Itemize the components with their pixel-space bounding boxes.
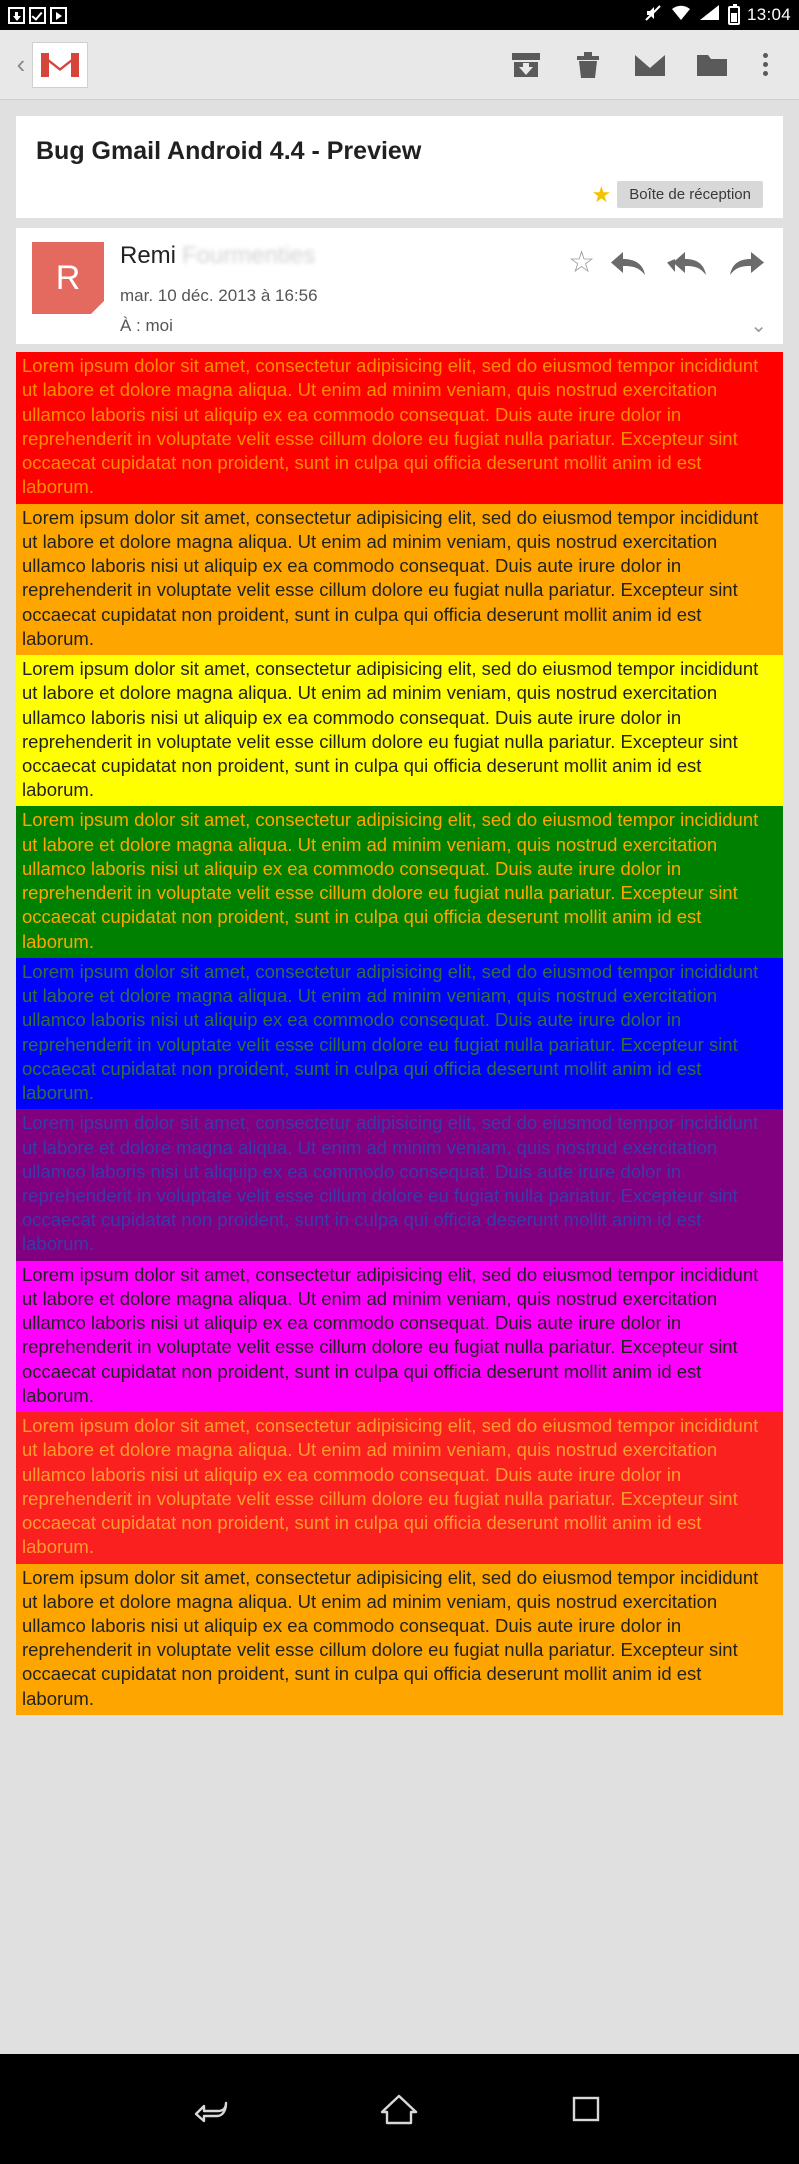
sender-name: Remi bbox=[120, 242, 177, 270]
gmail-logo-icon[interactable] bbox=[32, 42, 88, 88]
play-icon bbox=[50, 7, 67, 24]
page-title: Bug Gmail Android 4.4 - Preview bbox=[36, 137, 422, 165]
overflow-dot bbox=[763, 71, 768, 76]
message-meta bbox=[104, 242, 568, 336]
overflow-dot bbox=[763, 62, 768, 67]
reply-all-icon[interactable] bbox=[663, 248, 709, 278]
subject-card bbox=[16, 116, 783, 218]
status-bar-system-icons bbox=[643, 3, 791, 27]
body-paragraph: Lorem ipsum dolor sit amet, consectetur adipisicing elit, sed do eiusmod tempor incididunt ut labore et dolore magna aliqua. Ut enim ad minim veniam, quis nostrud exercitation ullamco laboris nisi ut aliquip ex ea commodo consequat. Duis aute irure dolor in reprehenderit in voluptate velit esse cillum dolore eu fugiat nulla pariatur. Excepteur sint occaecat cupidatat non proident, sunt in culpa qui officia deserunt mollit anim id est laborum. bbox=[16, 958, 783, 1109]
signal-icon bbox=[699, 4, 721, 26]
wifi-icon bbox=[670, 4, 692, 26]
delete-icon[interactable] bbox=[557, 36, 619, 94]
message-date: mar. 10 déc. 2013 à 16:56 bbox=[120, 286, 318, 306]
message-recipient[interactable]: À : moi bbox=[120, 316, 173, 336]
reply-icon[interactable] bbox=[609, 248, 649, 278]
body-paragraph: Lorem ipsum dolor sit amet, consectetur adipisicing elit, sed do eiusmod tempor incididunt ut labore et dolore magna aliqua. Ut enim ad minim veniam, quis nostrud exercitation ullamco laboris nisi ut aliquip ex ea commodo consequat. Duis aute irure dolor in reprehenderit in voluptate velit esse cillum dolore eu fugiat nulla pariatur. Excepteur sint occaecat cupidatat non proident, sunt in culpa qui officia deserunt mollit anim id est laborum. bbox=[16, 655, 783, 806]
nav-home-icon[interactable] bbox=[364, 2074, 434, 2144]
battery-icon bbox=[728, 6, 740, 25]
avatar[interactable]: R bbox=[32, 242, 104, 314]
up-back-icon[interactable]: ‹ bbox=[16, 49, 26, 79]
sender-name-secondary: Fourmenties bbox=[182, 242, 316, 270]
nav-recents-icon[interactable] bbox=[551, 2074, 621, 2144]
folder-chip[interactable]: Boîte de réception bbox=[617, 181, 763, 208]
body-paragraph: Lorem ipsum dolor sit amet, consectetur adipisicing elit, sed do eiusmod tempor incididunt ut labore et dolore magna aliqua. Ut enim ad minim veniam, quis nostrud exercitation ullamco laboris nisi ut aliquip ex ea commodo consequat. Duis aute irure dolor in reprehenderit in voluptate velit esse cillum dolore eu fugiat nulla pariatur. Excepteur sint occaecat cupidatat non proident, sunt in culpa qui officia deserunt mollit anim id est laborum. bbox=[16, 1261, 783, 1412]
mute-icon bbox=[643, 3, 663, 27]
expand-details-icon[interactable]: ⌄ bbox=[750, 315, 767, 338]
starred-icon[interactable]: ★ bbox=[591, 181, 612, 207]
label-row bbox=[36, 181, 763, 208]
email-body bbox=[16, 352, 783, 1715]
checkbox-checked-icon bbox=[29, 7, 46, 24]
email-conversation-scroll[interactable] bbox=[0, 100, 799, 2054]
overflow-menu-icon[interactable] bbox=[743, 36, 787, 94]
archive-icon[interactable] bbox=[495, 36, 557, 94]
overflow-dot bbox=[763, 53, 768, 58]
status-bar bbox=[0, 0, 799, 30]
status-bar-clock: 13:04 bbox=[746, 5, 791, 24]
forward-icon[interactable] bbox=[723, 248, 767, 278]
mark-unread-icon[interactable] bbox=[619, 36, 681, 94]
body-paragraph: Lorem ipsum dolor sit amet, consectetur adipisicing elit, sed do eiusmod tempor incididunt ut labore et dolore magna aliqua. Ut enim ad minim veniam, quis nostrud exercitation ullamco laboris nisi ut aliquip ex ea commodo consequat. Duis aute irure dolor in reprehenderit in voluptate velit esse cillum dolore eu fugiat nulla pariatur. Excepteur sint occaecat cupidatat non proident, sunt in culpa qui officia deserunt mollit anim id est laborum. bbox=[16, 1564, 783, 1715]
message-header bbox=[32, 242, 767, 336]
message-header-card[interactable] bbox=[16, 228, 783, 344]
message-actions bbox=[568, 242, 767, 278]
navigation-bar bbox=[0, 2054, 799, 2164]
download-icon bbox=[8, 7, 25, 24]
action-bar bbox=[0, 30, 799, 100]
body-paragraph: Lorem ipsum dolor sit amet, consectetur adipisicing elit, sed do eiusmod tempor incididunt ut labore et dolore magna aliqua. Ut enim ad minim veniam, quis nostrud exercitation ullamco laboris nisi ut aliquip ex ea commodo consequat. Duis aute irure dolor in reprehenderit in voluptate velit esse cillum dolore eu fugiat nulla pariatur. Excepteur sint occaecat cupidatat non proident, sunt in culpa qui officia deserunt mollit anim id est laborum. bbox=[16, 352, 783, 503]
body-paragraph: Lorem ipsum dolor sit amet, consectetur adipisicing elit, sed do eiusmod tempor incididunt ut labore et dolore magna aliqua. Ut enim ad minim veniam, quis nostrud exercitation ullamco laboris nisi ut aliquip ex ea commodo consequat. Duis aute irure dolor in reprehenderit in voluptate velit esse cillum dolore eu fugiat nulla pariatur. Excepteur sint occaecat cupidatat non proident, sunt in culpa qui officia deserunt mollit anim id est laborum. bbox=[16, 504, 783, 655]
move-to-folder-icon[interactable] bbox=[681, 36, 743, 94]
star-icon[interactable]: ☆ bbox=[568, 246, 595, 280]
sender-line bbox=[120, 242, 568, 270]
body-paragraph: Lorem ipsum dolor sit amet, consectetur adipisicing elit, sed do eiusmod tempor incididunt ut labore et dolore magna aliqua. Ut enim ad minim veniam, quis nostrud exercitation ullamco laboris nisi ut aliquip ex ea commodo consequat. Duis aute irure dolor in reprehenderit in voluptate velit esse cillum dolore eu fugiat nulla pariatur. Excepteur sint occaecat cupidatat non proident, sunt in culpa qui officia deserunt mollit anim id est laborum. bbox=[16, 1412, 783, 1563]
body-paragraph: Lorem ipsum dolor sit amet, consectetur adipisicing elit, sed do eiusmod tempor incididunt ut labore et dolore magna aliqua. Ut enim ad minim veniam, quis nostrud exercitation ullamco laboris nisi ut aliquip ex ea commodo consequat. Duis aute irure dolor in reprehenderit in voluptate velit esse cillum dolore eu fugiat nulla pariatur. Excepteur sint occaecat cupidatat non proident, sunt in culpa qui officia deserunt mollit anim id est laborum. bbox=[16, 1109, 783, 1260]
nav-back-icon[interactable] bbox=[178, 2074, 248, 2144]
body-paragraph: Lorem ipsum dolor sit amet, consectetur adipisicing elit, sed do eiusmod tempor incididunt ut labore et dolore magna aliqua. Ut enim ad minim veniam, quis nostrud exercitation ullamco laboris nisi ut aliquip ex ea commodo consequat. Duis aute irure dolor in reprehenderit in voluptate velit esse cillum dolore eu fugiat nulla pariatur. Excepteur sint occaecat cupidatat non proident, sunt in culpa qui officia deserunt mollit anim id est laborum. bbox=[16, 806, 783, 957]
status-bar-notification-icons bbox=[8, 7, 643, 24]
